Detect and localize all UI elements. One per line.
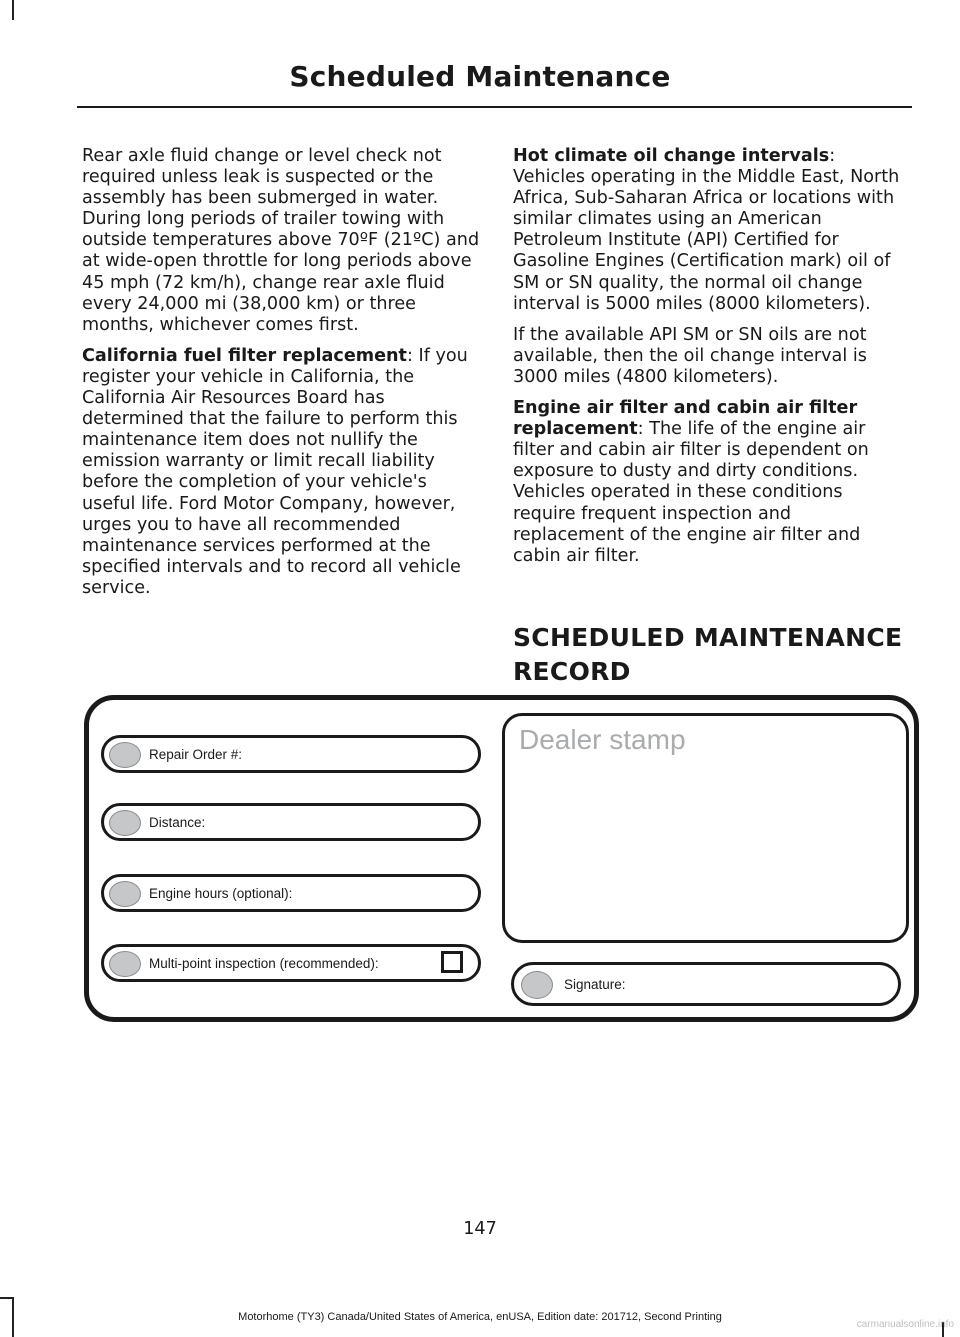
- air-filter-title: Engine air filter and cabin air filter replacement: [513, 398, 858, 440]
- hot-climate-title: Hot climate oil change intervals: [513, 146, 830, 166]
- hot-climate-body: : Vehicles operating in the Middle East, North Africa, Sub-Saharan Africa or locations with similar climates using an American Petroleum Institute (API) Certified for Gasoline Engines (Certification mark) oil of SM or SN quality, the normal oil change interval is 5000 miles (8000 kilometers).: [513, 146, 900, 314]
- multipoint-checkbox[interactable]: [441, 951, 463, 973]
- maintenance-record-form: [84, 695, 919, 1022]
- header-divider: [77, 106, 912, 108]
- crop-mark-bottom-left-h: [0, 1297, 12, 1299]
- circle-icon: [109, 810, 141, 836]
- page-number: 147: [463, 1219, 497, 1239]
- multipoint-inspection-field[interactable]: [101, 944, 481, 982]
- footer-text: Motorhome (TY3) Canada/United States of America, enUSA, Edition date: 201712, Second Printing: [238, 1311, 722, 1323]
- api-oil-paragraph: If the available API SM or SN oils are not available, then the oil change interval is 3000 miles (4800 kilometers).: [513, 324, 867, 387]
- air-filter-body: : The life of the engine air filter and cabin air filter is dependent on exposure to dusty and dirty conditions. Vehicles operated in these conditions require frequent inspection and replacement of the engine air filter and cabin air filter.: [513, 419, 869, 566]
- circle-icon: [109, 881, 141, 907]
- watermark: carmanualsonline.info: [856, 1319, 954, 1330]
- circle-icon: [521, 971, 553, 999]
- circle-icon: [109, 951, 141, 977]
- california-fuel-filter-body: : If you register your vehicle in California, the California Air Resources Board has determined that the failure to perform this maintenance item does not nullify the emission warranty or limit recall liability before the completion of your vehicle's useful life. Ford Motor Company, however, urges you to have all recommended maintenance services performed at the specified intervals and to record all vehicle service.: [82, 345, 468, 598]
- circle-icon: [109, 742, 141, 768]
- crop-mark-top-left: [12, 0, 14, 20]
- engine-hours-field[interactable]: [101, 874, 481, 912]
- california-fuel-filter-title: California fuel filter replacement: [82, 345, 407, 366]
- hot-climate-paragraph: [513, 146, 907, 315]
- section-heading-line2: RECORD: [513, 657, 631, 686]
- signature-label: Signature:: [564, 977, 626, 992]
- california-fuel-filter-paragraph: [82, 346, 480, 599]
- distance-label: Distance:: [149, 815, 206, 830]
- dealer-stamp-box: [502, 713, 909, 943]
- right-column: [513, 146, 907, 577]
- rear-axle-paragraph: Rear axle fluid change or level check not required unless leak is suspected or the assembly has been submerged in water. During long periods of trailer towing with outside temperatures above 70ºF (21ºC) and at wide-open throttle for long periods above 45 mph (72 km/h), change rear axle fluid every 24,000 mi (38,000 km) or three months, whichever comes first.: [82, 146, 480, 335]
- multipoint-inspection-label: Multi-point inspection (recommended):: [149, 956, 379, 971]
- air-filter-paragraph: [513, 398, 907, 567]
- distance-field[interactable]: [101, 803, 481, 841]
- section-heading: [513, 621, 903, 689]
- repair-order-label: Repair Order #:: [149, 747, 243, 762]
- repair-order-field[interactable]: [101, 735, 481, 773]
- left-column: [82, 146, 480, 609]
- dealer-stamp-label: Dealer stamp: [519, 724, 686, 755]
- section-heading-line1: SCHEDULED MAINTENANCE: [513, 623, 903, 652]
- page-title: Scheduled Maintenance: [289, 60, 671, 93]
- signature-field[interactable]: [511, 962, 901, 1006]
- engine-hours-label: Engine hours (optional):: [149, 886, 293, 901]
